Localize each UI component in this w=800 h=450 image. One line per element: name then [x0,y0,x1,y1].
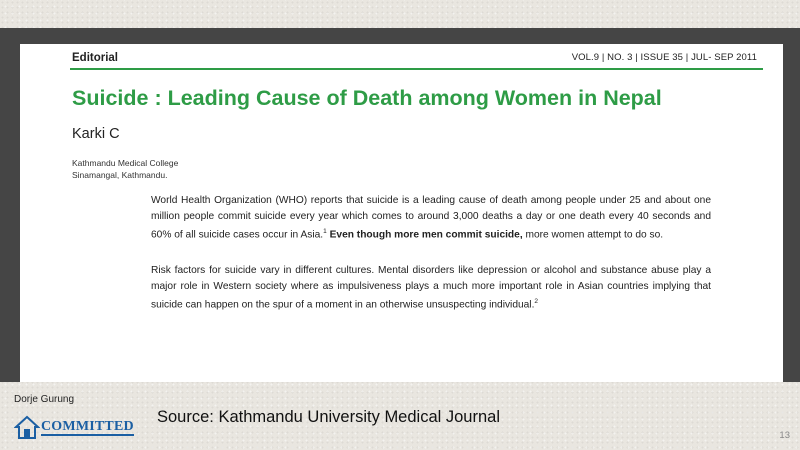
presenter-name: Dorje Gurung [14,394,75,405]
paragraph-1-text: World Health Organization (WHO) reports that suicide is a leading cause of death among people under 25 and about one million people commit suicide every year which comes to around 3,000 deaths a day or one death every 40 seconds and 60% of all suicide cases occur in Asia. [151,195,711,241]
author-affiliation [72,157,178,181]
header-rule [70,68,763,70]
paragraph-1 [151,193,711,243]
paragraph-1-tail: more women attempt to do so. [525,229,664,241]
article-author: Karki C [72,126,120,142]
source-citation: Source: Kathmandu University Medical Journal [157,408,500,426]
section-label: Editorial [72,52,119,64]
citation-2: 2 [534,298,539,305]
article-title: Suicide : Leading Cause of Death among Women in Nepal [72,86,662,110]
paragraph-2 [151,263,711,313]
paragraph-2-text: Risk factors for suicide vary in different cultures. Mental disorders like depression or alcohol and substance abuse play a major role in Western society where as impulsiveness plays a much more important role in Asian countries implying that suicide can happen on the spur of a moment in an otherwise unsuspecting individual. [151,265,711,311]
affiliation-line: Kathmandu Medical College [72,158,179,168]
citation-1: 1 [323,228,327,235]
page-number: 13 [779,430,790,441]
logo-text: COMMITTED [41,418,134,434]
issue-info: VOL.9 | NO. 3 | ISSUE 35 | JUL- SEP 2011 [571,52,757,63]
paragraph-1-bold: Even though more men commit suicide, [329,229,523,241]
house-icon [14,414,40,440]
affiliation-line: Sinamangal, Kathmandu. [72,170,168,180]
committed-logo [14,412,134,442]
